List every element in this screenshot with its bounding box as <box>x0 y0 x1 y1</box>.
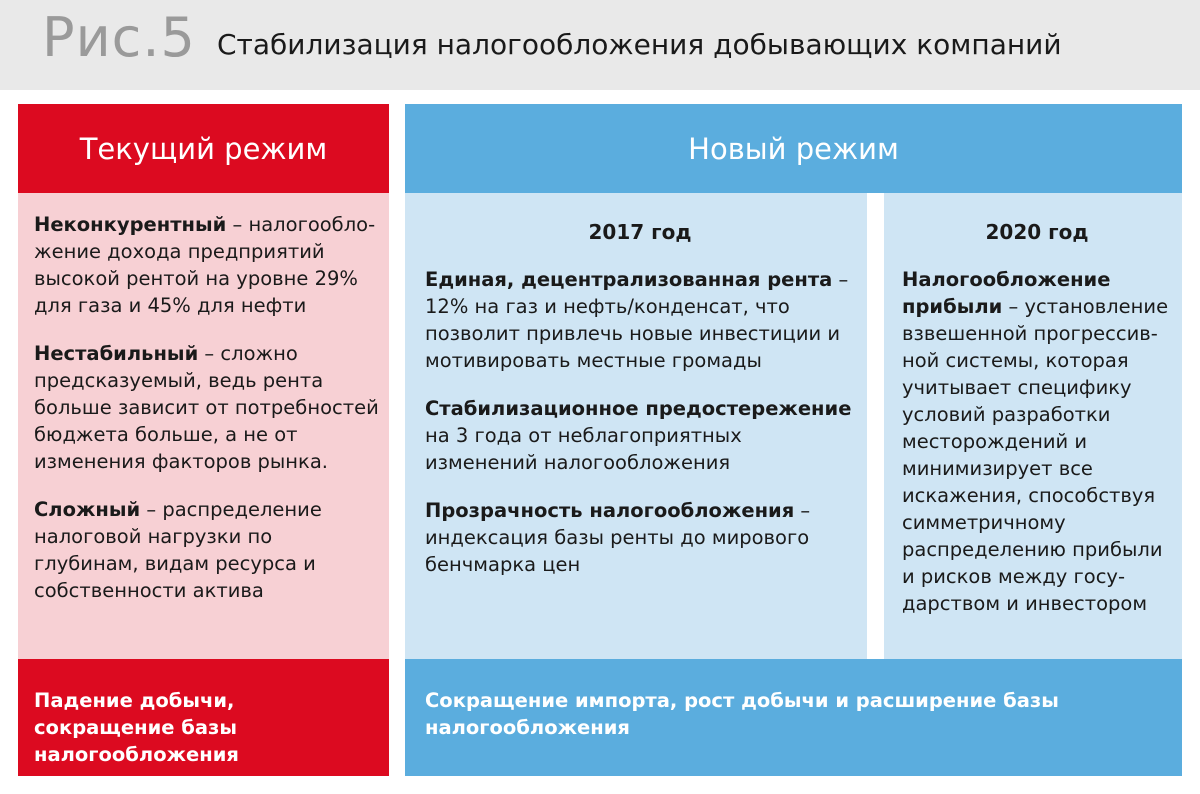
point-term: Налогообложение прибыли <box>902 268 1111 318</box>
point-text: – распределение налоговой нагрузки по глубинам, видам ресурса и собственности актива <box>34 498 322 602</box>
current-point <box>34 340 379 475</box>
new-regime-header <box>405 104 1182 193</box>
current-regime-outcome: Падение добычи, сокращение базы налогообложения <box>18 659 389 776</box>
point-text: на 3 года от неблагоприятных изменений налогообложения <box>425 424 742 474</box>
figure-header <box>0 0 1200 90</box>
point-text: – сложно предсказуемый, ведь рента больше зависит от потребностей бюджета больше, а не от изменения факторов рынка. <box>34 342 379 473</box>
point-term: Неконкурентный <box>34 213 227 236</box>
figure-label: Рис.5 <box>42 6 196 69</box>
year-2020-label: 2020 год <box>985 220 1089 244</box>
new-regime-2020-column <box>884 193 1182 659</box>
figure-title: Стабилизация налогообложения добывающих компаний <box>217 28 1062 61</box>
new-2017-point <box>425 395 855 476</box>
new-2020-point <box>902 266 1172 617</box>
point-text: – 12% на газ и нефть/конденсат, что позволит привлечь новые инвестиции и мотивировать местные громады <box>425 268 849 372</box>
point-term: Сложный <box>34 498 141 521</box>
point-text: – установление взвешенной прогрессив-ной системы, которая учитывает специфику условий разработки месторождений и минимизирует все искажения, способствуя симметричному распределению прибыли и рисков между госу-дарством и инвестором <box>902 295 1169 615</box>
current-point <box>34 496 379 604</box>
year-2017-label: 2017 год <box>588 220 692 244</box>
point-term: Стабилизационное предостережение <box>425 397 852 420</box>
new-2017-point <box>425 497 855 578</box>
point-text: – индексация базы ренты до мирового бенчмарка цен <box>425 499 811 576</box>
point-term: Нестабильный <box>34 342 199 365</box>
point-text: – налогообло-жение дохода предприятий высокой рентой на уровне 29% для газа и 45% для нефти <box>34 213 376 317</box>
new-2017-point <box>425 266 855 374</box>
current-regime-body <box>18 193 389 659</box>
new-regime-outcome: Сокращение импорта, рост добычи и расширение базы налогообложения <box>405 659 1182 776</box>
current-point <box>34 211 379 319</box>
point-term: Прозрачность налогообложения <box>425 499 795 522</box>
new-regime-title: Новый режим <box>688 131 899 166</box>
current-regime-header <box>18 104 389 193</box>
point-term: Единая, децентрализованная рента <box>425 268 833 291</box>
new-regime-2017-column <box>405 193 867 659</box>
current-regime-title: Текущий режим <box>79 131 328 166</box>
